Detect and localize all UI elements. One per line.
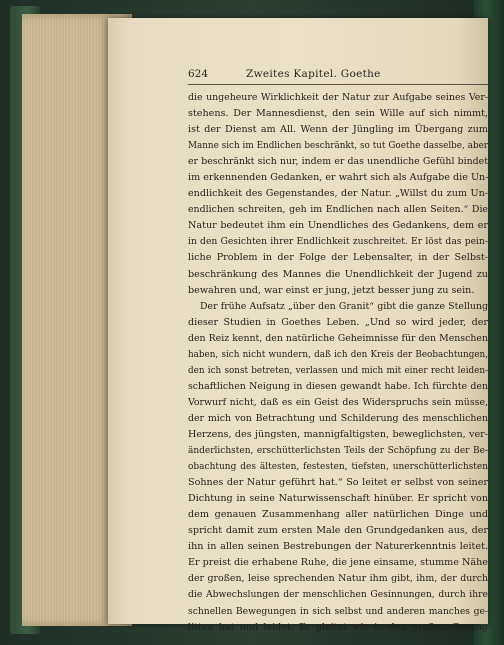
page-number: 624 <box>188 68 209 80</box>
body-text <box>188 90 488 636</box>
text-line: den Reiz kennt, den natürliche Geheimnisse für den Menschen <box>188 332 488 344</box>
text-line: der mich von Betrachtung und Schilderung des menschlichen <box>188 412 488 424</box>
running-head: Zweites Kapitel. Goethe <box>246 68 381 80</box>
text-line: Sohnes der Natur geführt hat.“ So leitet er selbst von seiner <box>188 477 488 489</box>
text-line: schaftlichen Neigung in diesen gewandt habe. Ich fürchte den <box>188 380 488 392</box>
text-line: Natur bedeutet ihm ein Unendliches des Gedankens, dem er <box>188 220 488 232</box>
book-page <box>108 18 488 633</box>
text-line: endlichen schreiten, geh im Endlichen nach allen Seiten.“ Die <box>188 204 488 216</box>
text-line: Er preist die erhabene Ruhe, die jene einsame, stumme Nähe <box>188 557 488 569</box>
text-line: stehens. Der Mannesdienst, den sein Wille auf sich nimmt, <box>188 108 488 120</box>
text-line: haben, sich nicht wundern, daß ich den Kreis der Beobachtungen, <box>188 349 488 360</box>
page-header <box>188 68 488 82</box>
text-line: änderlichsten, erschütterlichsten Teils der Schöpfung zu der Be- <box>188 446 488 457</box>
text-line: Manne sich im Endlichen beschränkt, so tut Goethe dasselbe, aber <box>188 141 488 152</box>
text-line: ihn in allen seinen Bestrebungen der Naturerkenntnis leitet. <box>188 541 488 553</box>
text-line: dieser Studien in Goethes Leben. „Und so wird jeder, der <box>188 316 488 328</box>
text-line: bewahren und, war einst er jung, jetzt besser jung zu sein. <box>188 284 475 296</box>
text-line: Vorwurf nicht, daß es ein Geist des Widerspruchs sein müsse, <box>188 396 488 408</box>
text-line: spricht damit zum ersten Male den Grundgedanken aus, der <box>188 525 488 537</box>
text-line: Der frühe Aufsatz „über den Granit“ gibt die ganze Stellung <box>200 300 488 312</box>
text-line: Dichtung in seine Naturwissenschaft hinüber. Er spricht von <box>188 493 488 505</box>
text-line: im erkennenden Gedanken, er wahrt sich als Aufgabe die Un- <box>188 172 488 184</box>
text-line: schnellen Bewegungen in sich selbst und anderen manches ge- <box>188 605 488 617</box>
text-line: Herzens, des jüngsten, mannigfaltigsten, beweglichsten, ver- <box>188 428 488 440</box>
text-line: dem genauen Zusammenhang aller natürlichen Dinge und <box>188 509 488 521</box>
text-line: beschränkung des Mannes die Unendlichkeit der Jugend zu <box>188 268 488 280</box>
text-line: den ich sonst betreten, verlassen und mich mit einer recht leiden- <box>188 365 488 376</box>
text-line: liche Problem in der Folge der Lebensalter, in der Selbst- <box>188 252 488 264</box>
text-line: der großen, leise sprechenden Natur ihm gibt, ihm, der durch <box>188 573 488 585</box>
text-line: ist der Dienst am All. Wenn der Jüngling im Übergang zum <box>188 124 488 136</box>
text-line: obachtung des ältesten, festesten, tiefsten, unerschütterlichsten <box>188 462 488 473</box>
text-line: die ungeheure Wirklichkeit der Natur zur Aufgabe seines Ver- <box>188 92 488 103</box>
text-line: er beschränkt sich nur, indem er das unendliche Gefühl bindet <box>188 156 488 168</box>
text-line: endlichkeit des Gegenstandes, der Natur. „Willst du zum Un- <box>188 188 488 200</box>
text-line: litten hat und leidet. Er gleitet wie in den großen Gesang <box>188 621 488 633</box>
text-line: die Abwechslungen der menschlichen Gesinnungen, durch ihre <box>188 589 488 601</box>
header-rule <box>188 84 488 85</box>
text-line: in den Gesichten ihrer Endlichkeit zuschreitet. Er löst das pein- <box>188 236 488 248</box>
